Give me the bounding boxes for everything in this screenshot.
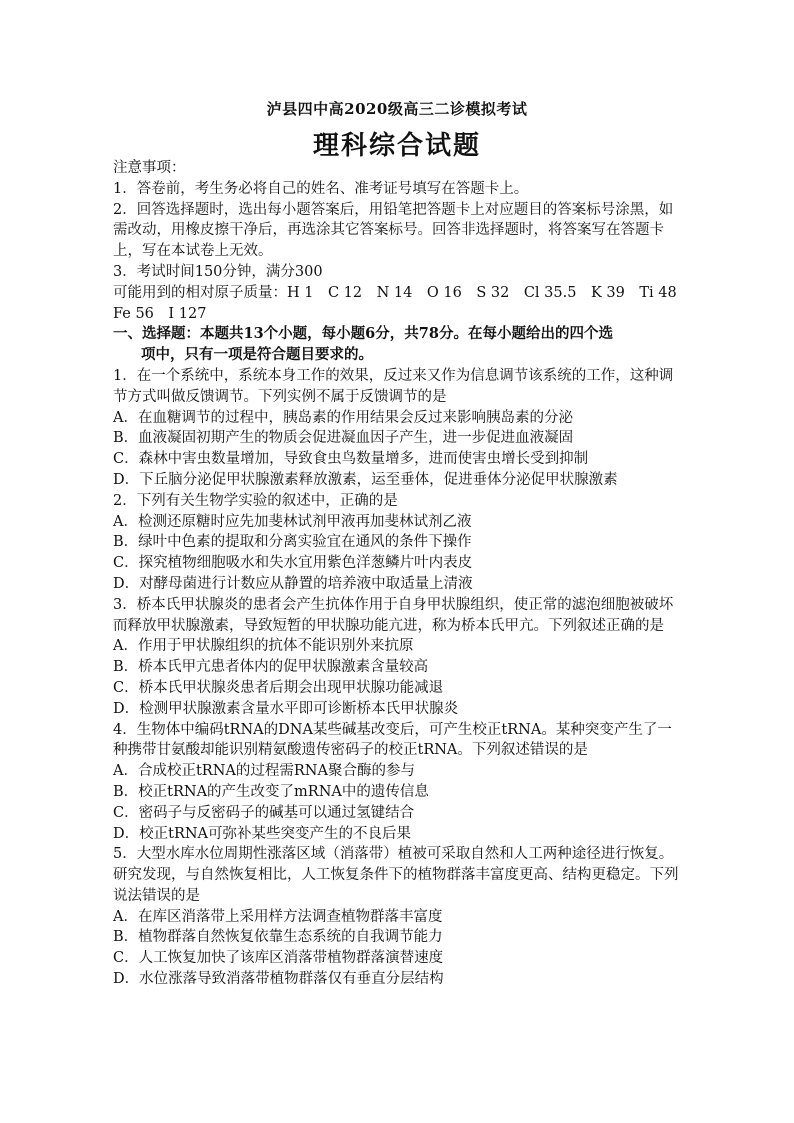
- option-a: A．合成校正tRNA的过程需RNA聚合酶的参与: [113, 763, 415, 780]
- atomic-masses: 可能用到的相对原子质量：H 1 C 12 N 14 O 16 S 32 Cl 35.5 K 39 Ti 48 Fe 56 I 127: [113, 284, 692, 322]
- question-stem: 3．桥本氏甲状腺炎的患者会产生抗体作用于自身甲状腺组织，使正常的滤泡细胞被破坏而释放甲状腺激素，导致短暂的甲状腺功能亢进，称为桥本氏甲亢。下列叙述正确的是: [113, 596, 674, 634]
- option-c: C．密码子与反密码子的碱基可以通过氢键结合: [113, 804, 415, 821]
- question-3: [113, 595, 685, 720]
- option-c: C．探究植物细胞吸水和失水宜用紫色洋葱鳞片叶内表皮: [113, 555, 473, 572]
- option-c: C．桥本氏甲状腺炎患者后期会出现甲状腺功能减退: [113, 679, 444, 696]
- question-stem: 4．生物体中编码tRNA的DNA某些碱基改变后，可产生校正tRNA。某种突变产生了一种携带甘氨酸却能识别精氨酸遗传密码子的校正tRNA。下列叙述错误的是: [113, 721, 672, 759]
- option-b: B．校正tRNA的产生改变了mRNA中的遗传信息: [113, 783, 429, 800]
- question-1: [113, 366, 685, 491]
- question-stem: 1．在一个系统中，系统本身工作的效果，反过来又作为信息调节该系统的工作，这种调节方式叫做反馈调节。下列实例不属于反馈调节的是: [113, 367, 674, 405]
- option-c: C．人工恢复加快了该库区消落带植物群落演替速度: [113, 950, 444, 967]
- option-d: D．检测甲状腺激素含量水平即可诊断桥本氏甲状腺炎: [113, 700, 459, 717]
- option-b: B．桥本氏甲亢患者体内的促甲状腺激素含量较高: [113, 659, 429, 676]
- question-4: [113, 720, 685, 845]
- option-a: A．检测还原糖时应先加斐林试剂甲液再加斐林试剂乙液: [113, 513, 472, 530]
- exam-content: [113, 158, 692, 990]
- option-c: C．森林中害虫数量增加，导致食虫鸟数量增多，进而使害虫增长受到抑制: [113, 451, 589, 468]
- section-heading: [113, 324, 685, 345]
- option-d: D．校正tRNA可弥补某些突变产生的不良后果: [113, 825, 412, 842]
- option-a: A．在库区消落带上采用样方法调查植物群落丰富度: [113, 908, 443, 925]
- option-d: D．下丘脑分泌促甲状腺激素释放激素，运至垂体，促进垂体分泌促甲状腺激素: [113, 471, 618, 488]
- option-b: B．植物群落自然恢复依靠生态系统的自我调节能力: [113, 929, 443, 946]
- question-stem: 2．下列有关生物学实验的叙述中，正确的是: [113, 492, 398, 509]
- option-d: D．水位涨落导致消落带植物群落仅有垂直分层结构: [113, 971, 444, 988]
- notes-heading: 注意事项：: [113, 160, 186, 176]
- option-a: A．在血糖调节的过程中，胰岛素的作用结果会反过来影响胰岛素的分泌: [113, 409, 573, 426]
- option-a: A．作用于甲状腺组织的抗体不能识别外来抗原: [113, 638, 414, 655]
- question-stem: 5．大型水库水位周期性涨落区域（消落带）植被可采取自然和人工两种途径进行恢复。研究发现，与自然恢复相比，人工恢复条件下的植物群落丰富度更高、结构更稳定。下列说法错误的是: [113, 846, 679, 904]
- option-d: D．对酵母菌进行计数应从静置的培养液中取适量上清液: [113, 575, 473, 592]
- note-3: 3．考试时间150分钟，满分300: [113, 263, 323, 280]
- note-1: 1．答卷前，考生务必将自己的姓名、准考证号填写在答题卡上。: [113, 180, 529, 197]
- note-2: 2．回答选择题时，选出每小题答案后，用铅笔把答题卡上对应题目的答案标号涂黑，如需改动，用橡皮擦干净后，再选涂其它答案标号。回答非选择题时，将答案写在答题卡上，写在本试卷上无效。: [113, 201, 674, 260]
- section-prefix: 一、选择题：: [113, 325, 200, 343]
- option-b: B．绿叶中色素的提取和分离实验宜在通风的条件下操作: [113, 534, 472, 551]
- section-instructions: 本题共13个小题，每小题6分，共78分。在每小题给出的四个选: [200, 325, 613, 343]
- question-2: [113, 491, 685, 595]
- school-exam-name: 泸县四中高2020级高三二诊模拟考试: [266, 100, 528, 118]
- question-5: [113, 844, 685, 990]
- section-instructions-cont: 项中，只有一项是符合题目要求的。: [141, 346, 373, 364]
- exam-title: 理科综合试题: [312, 131, 481, 161]
- exam-header: [0, 98, 794, 162]
- option-b: B．血液凝固初期产生的物质会促进凝血因子产生，进一步促进血液凝固: [113, 430, 574, 447]
